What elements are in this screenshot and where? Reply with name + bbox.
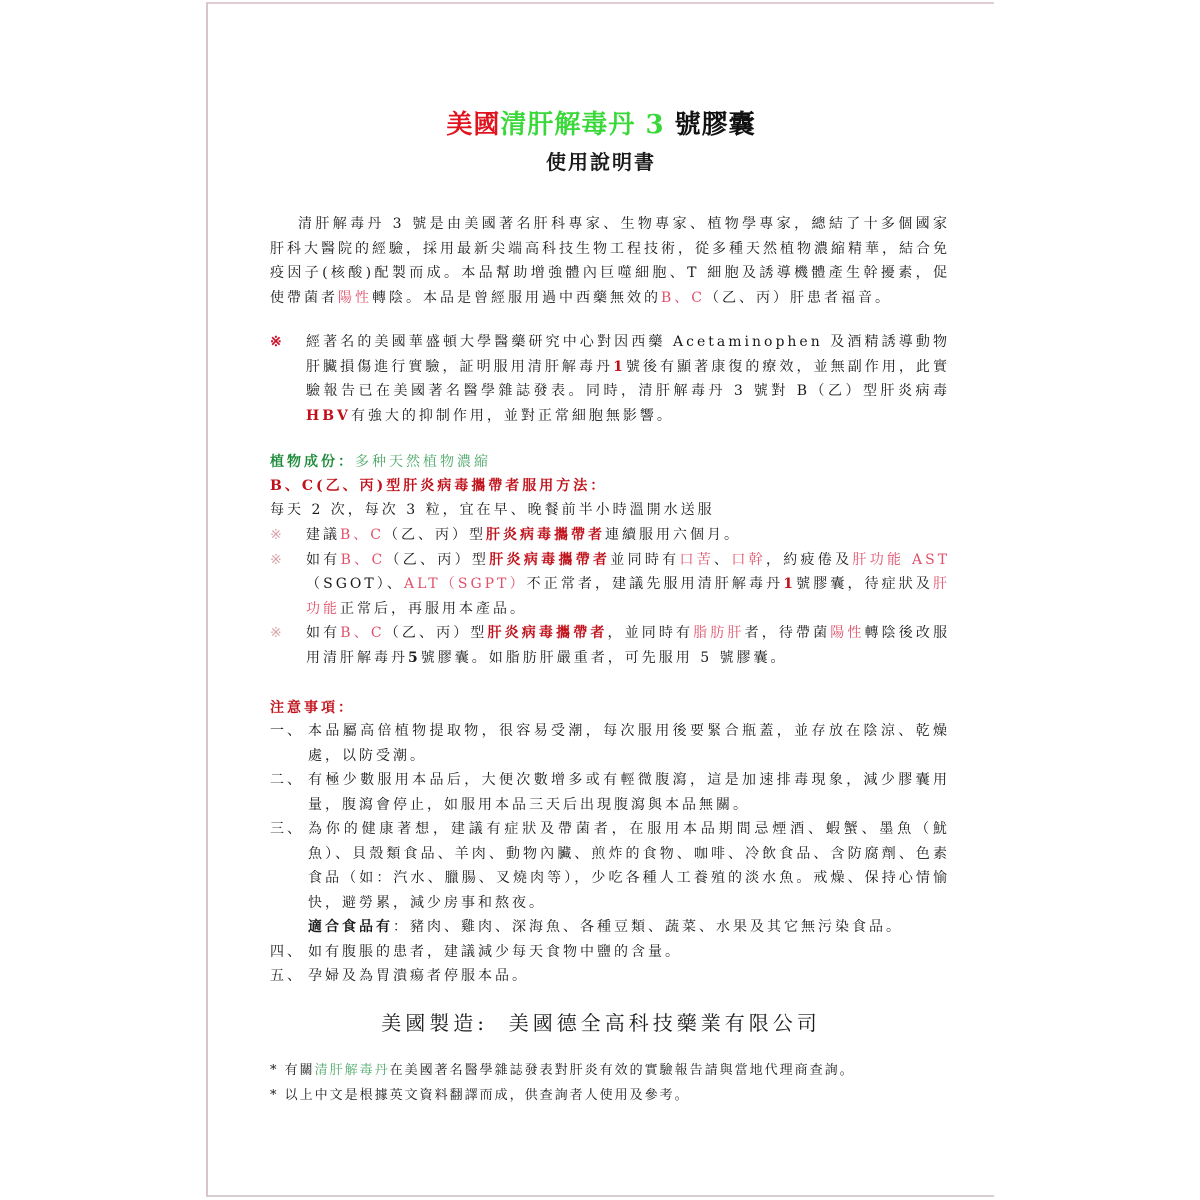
intro-paragraph: 清肝解毒丹 3 號是由美國著名肝科專家、生物專家、植物學專家，總結了十多個國家肝科大醫院的經驗，採用最新尖端高科技生物工程技術，從多種天然植物濃縮精華，結合免疫因子(核酸)配製而成。本品幫助增強體內巨噬細胞、T 細胞及誘導機體產生幹擾素，促使帶菌者陽性轉陰。本品是曾經服用過中西藥無效的B、C（乙、丙）肝患者福音。 xyxy=(270,216,950,306)
dosage-daily: 每天 2 次，每次 3 粒，宜在早、晚餐前半小時溫開水送服 xyxy=(270,502,715,518)
note-item: 四、 如有腹脹的患者，建議減少每天食物中鹽的含量。 xyxy=(270,943,682,960)
ingredients-label: 植物成份： xyxy=(270,454,355,470)
document-subtitle: 使用說明書 xyxy=(546,150,656,174)
note-item: 三、 為你的健康著想，建議有症狀及帶菌者，在服用本品期間忌煙酒、蝦蟹、墨魚（魷魚）、貝殼類食品、羊肉、動物內臟、煎炸的食物、咖啡、冷飲食品、含防腐劑、色素食品（如：汽水、臘腸、叉燒肉等），少吃各種人工養殖的淡水魚。戒燥、保持心情愉快，避勞累，減少房事和熬夜。 xyxy=(270,821,950,911)
dosage-item: ※ 如有B、C（乙、丙）型肝炎病毒攜帶者並同時有口苦、口幹，約疲倦及肝功能 AST（SGOT）、ALT（SGPT）不正常者，建議先服用清肝解毒丹1號膠囊，待症狀及肝功能正常后，再服用本產品。 xyxy=(270,548,950,622)
instruction-sheet xyxy=(206,2,994,1197)
manufacturer-name: 美國德全高科技藥業有限公司 xyxy=(508,1011,821,1035)
note-item: 五、 孕婦及為胃潰瘍者停服本品。 xyxy=(270,968,529,984)
note-item: 一、 本品屬高倍植物提取物，很容易受潮，每次服用後要緊合瓶蓋，並存放在陰涼、乾燥處，以防受潮。 xyxy=(270,723,950,764)
ingredients-line xyxy=(270,450,950,475)
reference-mark-icon: ※ xyxy=(270,334,285,350)
reference-mark-icon: ※ xyxy=(270,551,285,568)
reference-mark-icon: ※ xyxy=(270,625,285,641)
highlight-positive: 陽性 xyxy=(338,289,372,306)
research-note: ※ 經著名的美國華盛頓大學醫藥研究中心對因西藥 Acetaminophen 及酒精誘導動物肝臟損傷進行實驗，証明服用清肝解毒丹1號後有顯著康復的療效，並無副作用，此實驗報告已在美國著名醫學雜誌發表。同時，清肝解毒丹 3 號對 B（乙）型肝炎病毒HBV有強大的抑制作用，並對正常細胞無影響。 xyxy=(270,330,950,428)
footnote: * 以上中文是根據英文資料翻譯而成，供查詢者人使用及參考。 xyxy=(270,1088,690,1103)
highlight-bc: B、C xyxy=(661,289,705,306)
product-title xyxy=(208,104,994,141)
notes-list xyxy=(270,719,950,989)
reference-mark-icon: ※ xyxy=(270,527,285,543)
manufacturer-label: 美國製造: xyxy=(381,1011,489,1035)
note-item-suitable-foods: 適合食品有：豬肉、雞肉、深海魚、各種豆類、蔬菜、水果及其它無污染食品。 xyxy=(308,919,903,935)
dosage-items xyxy=(270,523,950,670)
dosage-heading: B、C(乙、丙)型肝炎病毒攜帶者服用方法： xyxy=(270,478,608,494)
title-origin: 美國 xyxy=(446,110,501,140)
title-capsule: 號膠囊 xyxy=(664,110,756,140)
notes-heading: 注意事項： xyxy=(270,700,355,716)
note-item: 二、 有極少數服用本品后，大便次數增多或有輕微腹瀉，這是加速排毒現象，減少膠囊用量，腹瀉會停止，如服用本品三天后出現腹瀉與本品無關。 xyxy=(270,772,950,813)
ingredients-value: 多种天然植物濃縮 xyxy=(355,454,491,470)
dosage-item: ※ 建議B、C（乙、丙）型肝炎病毒攜帶者連續服用六個月。 xyxy=(270,523,950,548)
title-product-name: 清肝解毒丹 3 xyxy=(500,110,665,140)
footnote: * 有關清肝解毒丹在美國著名醫學雜誌發表對肝炎有效的實驗報告請與當地代理商查詢。 xyxy=(270,1063,855,1078)
dosage-item: ※ 如有B、C（乙、丙）型肝炎病毒攜帶者，並同時有脂肪肝者，待帶菌陽性轉陰後改服用清肝解毒丹5號膠囊。如脂肪肝嚴重者，可先服用 5 號膠囊。 xyxy=(270,621,950,670)
manufacturer-line xyxy=(208,1007,994,1036)
hbv-label: HBV xyxy=(306,407,351,424)
